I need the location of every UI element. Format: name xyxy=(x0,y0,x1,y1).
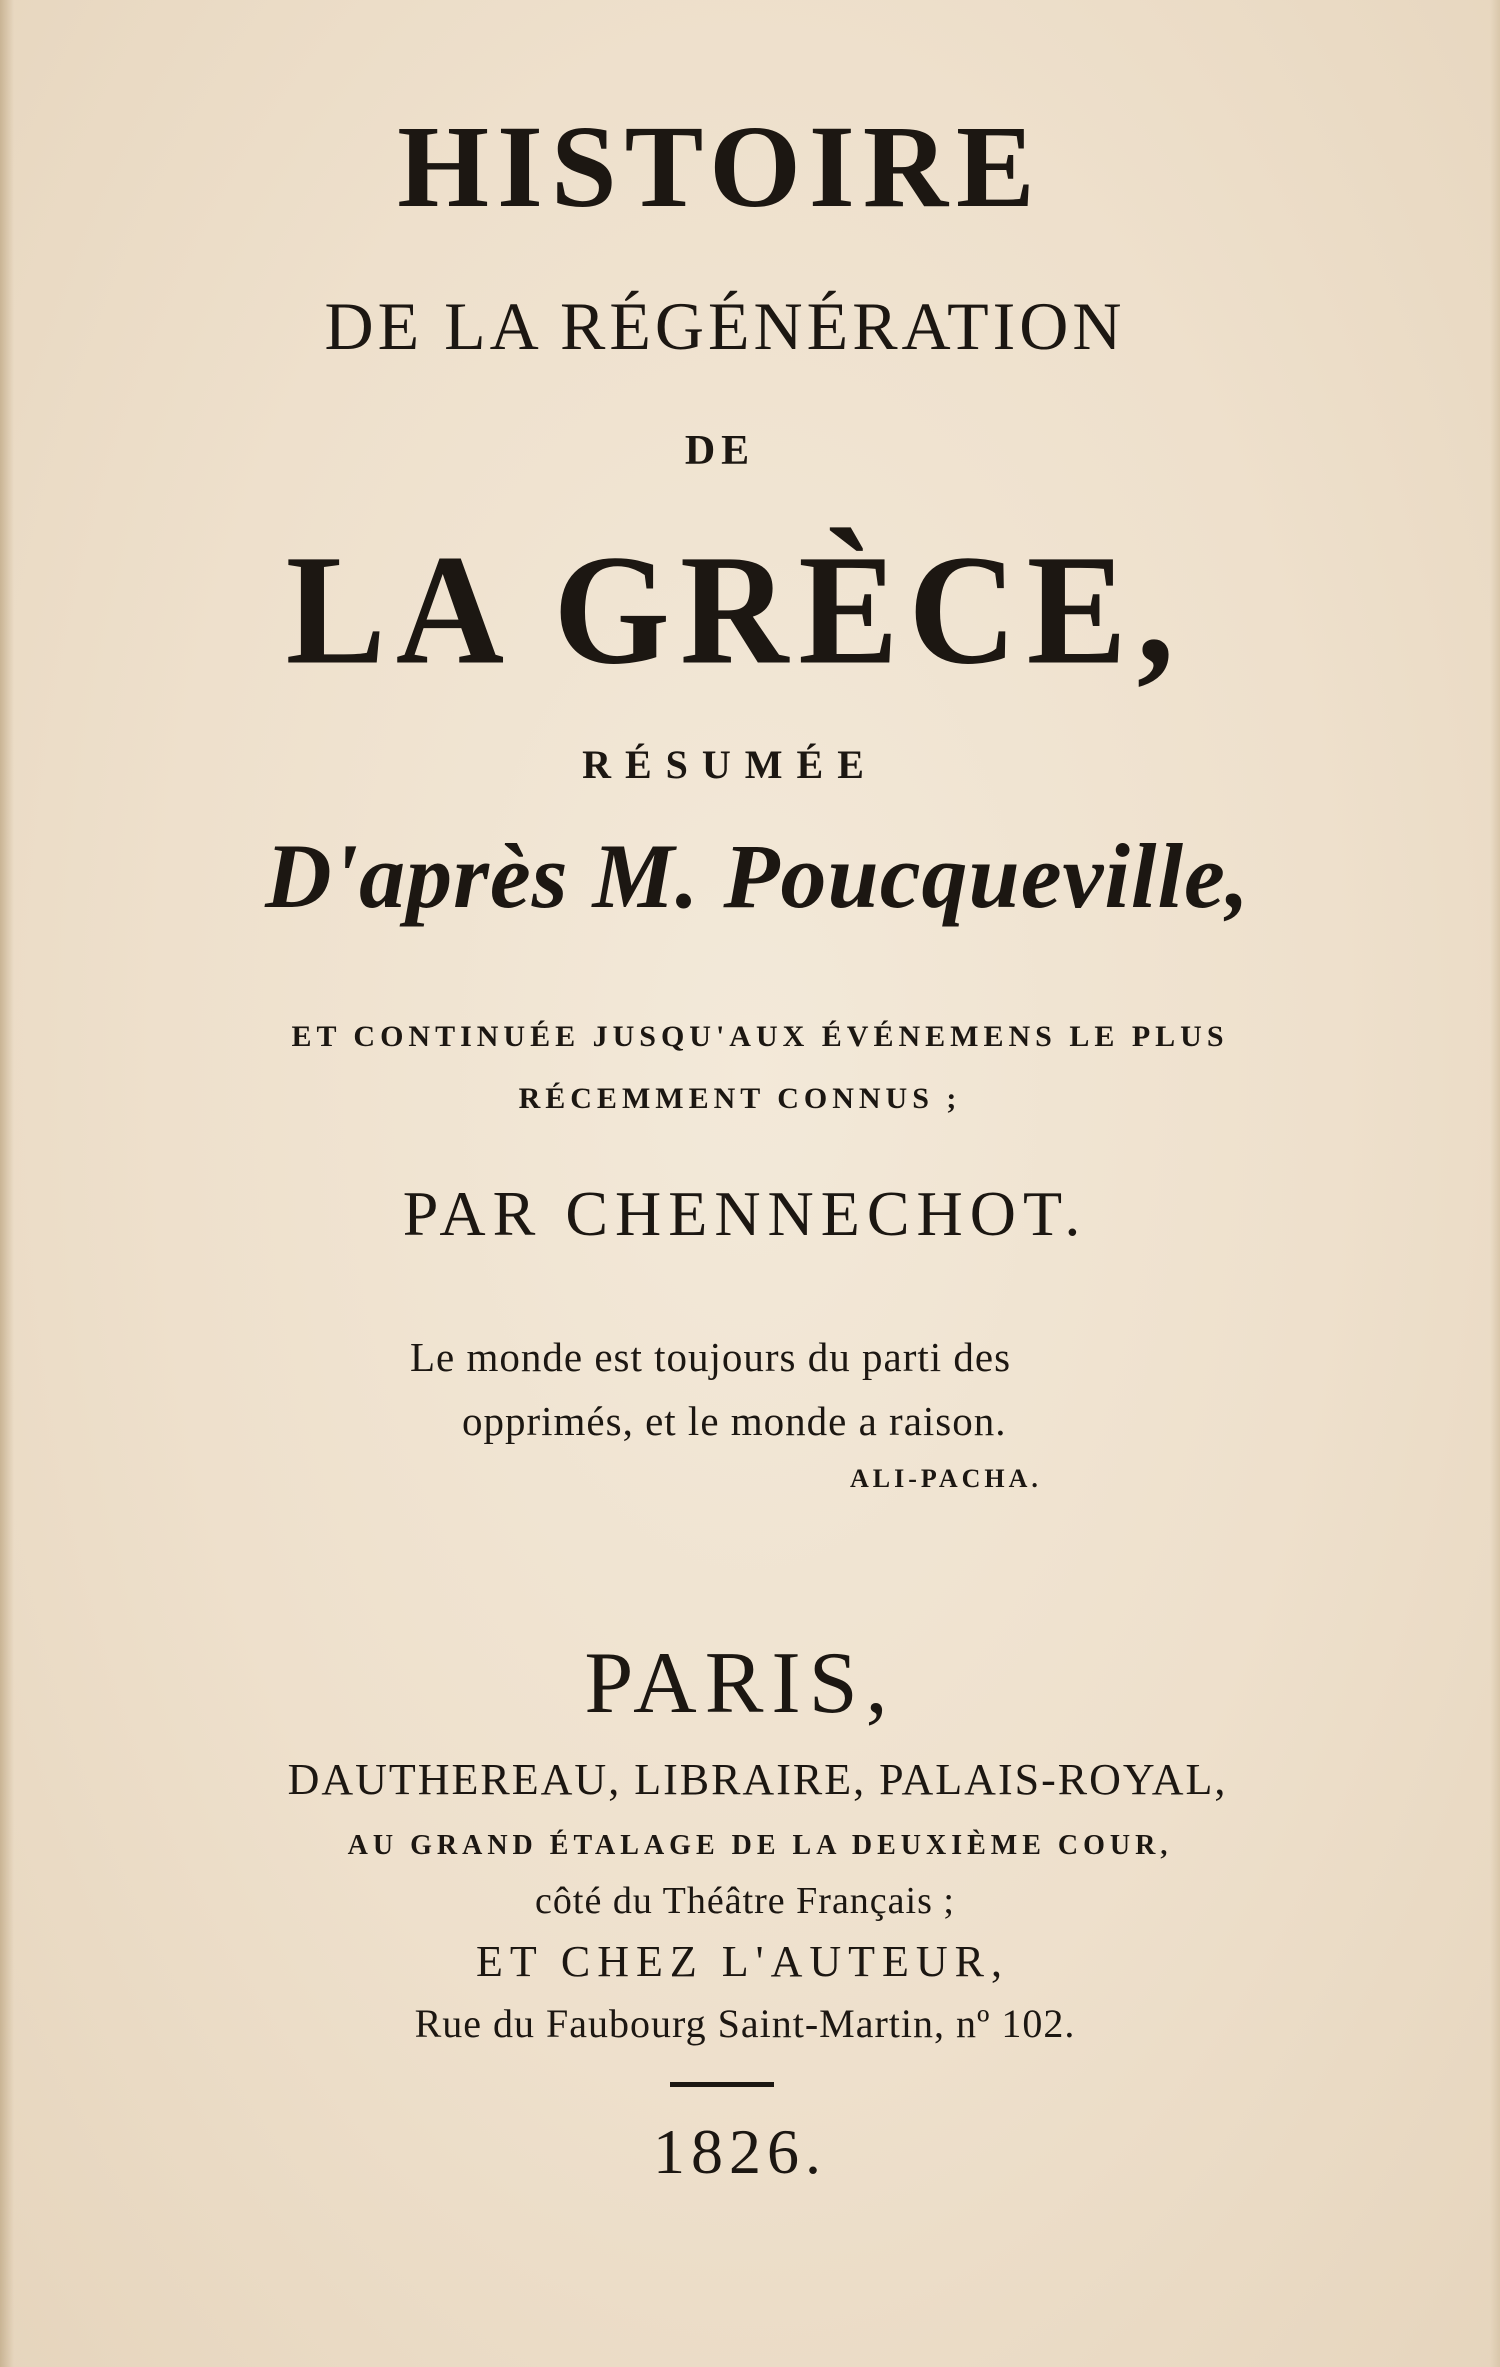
book-title-main: HISTOIRE xyxy=(397,101,1043,232)
imprint-publisher-detail: AU GRAND ÉTALAGE DE LA DEUXIÈME COUR, xyxy=(347,1830,1173,1861)
source-author-line: D'après M. Poucqueville, xyxy=(265,825,1250,927)
epigraph-attribution: ALI-PACHA. xyxy=(850,1464,1042,1493)
divider-rule xyxy=(670,2082,774,2087)
imprint-author-home: ET CHEZ L'AUTEUR, xyxy=(475,1937,1010,1986)
book-title-connector: DE xyxy=(684,428,756,474)
epigraph-line-1: Le monde est toujours du parti des xyxy=(410,1334,1012,1380)
imprint-address: Rue du Faubourg Saint-Martin, nº 102. xyxy=(414,2001,1076,2046)
continuation-line-1: ET CONTINUÉE JUSQU'AUX ÉVÉNEMENS LE PLUS xyxy=(291,1020,1229,1053)
publication-year: 1826. xyxy=(653,2116,827,2187)
epigraph-quote xyxy=(410,1325,1290,1453)
continuation-line-2: RÉCEMMENT CONNUS ; xyxy=(518,1082,962,1115)
resumee-label: RÉSUMÉE xyxy=(582,742,878,787)
imprint-city: PARIS, xyxy=(584,1635,896,1732)
epigraph-line-2: opprimés, et le monde a raison. xyxy=(462,1398,1007,1444)
imprint-publisher-place: côté du Théâtre Français ; xyxy=(535,1880,955,1922)
imprint-publisher: DAUTHEREAU, LIBRAIRE, PALAIS-ROYAL, xyxy=(287,1755,1228,1804)
author-line: PAR CHENNECHOT. xyxy=(402,1178,1088,1249)
book-title-country: LA GRÈCE, xyxy=(285,522,1185,698)
book-title-subtitle: DE LA RÉGÉNÉRATION xyxy=(324,288,1126,364)
